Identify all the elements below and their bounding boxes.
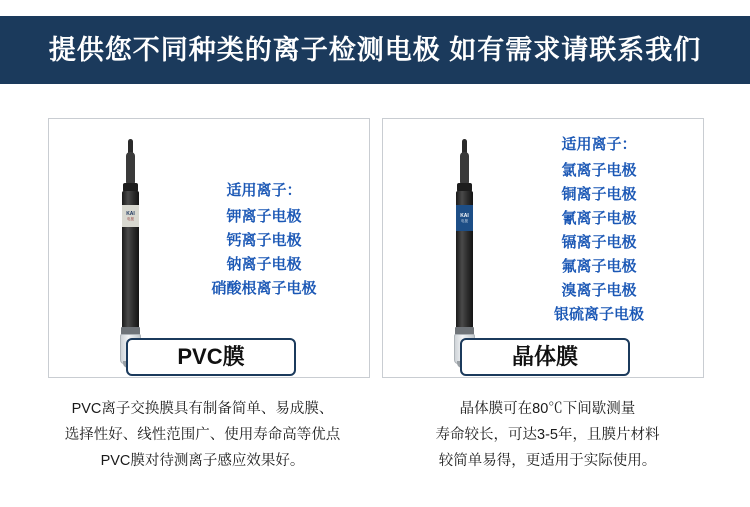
ion-item: 钾离子电极	[226, 208, 302, 225]
description-pvc	[30, 396, 375, 474]
description-line: 较简单易得，更适用于实际使用。	[438, 453, 657, 469]
probe-cable	[460, 152, 469, 186]
ion-item: 银硫离子电极	[553, 306, 644, 323]
probe-brand-sub: 电极	[461, 218, 468, 223]
tab-label: PVC膜	[177, 344, 245, 369]
header-banner	[0, 16, 750, 84]
ion-item: 氯离子电极	[561, 162, 637, 179]
description-line: 寿命较长，可达3-5年，且膜片材料	[435, 427, 660, 443]
description-line: PVC离子交换膜具有制备简单、易成膜、	[71, 401, 334, 417]
probe-cable	[126, 152, 135, 186]
ion-item: 氟离子电极	[561, 258, 637, 275]
tab-pvc-membrane[interactable]	[126, 338, 296, 376]
ion-list-title: 适用离子：	[561, 136, 637, 153]
tabs-container	[48, 338, 704, 376]
ion-item: 钠离子电极	[226, 256, 302, 273]
ion-item: 钙离子电极	[226, 232, 302, 249]
page-title: 提供您不同种类的离子检测电极 如有需求请联系我们	[48, 34, 702, 65]
probe-label-band	[456, 205, 473, 231]
descriptions-container	[30, 396, 720, 474]
description-crystal	[375, 396, 720, 474]
description-line: PVC膜对待测离子感应效果好。	[100, 453, 305, 469]
electrode-probe-icon	[111, 139, 151, 364]
ion-item: 氰离子电极	[561, 210, 637, 227]
ion-list-pvc	[169, 179, 359, 301]
probe-brand-mark: KAI	[126, 210, 135, 217]
ion-item: 溴离子电极	[561, 282, 637, 299]
electrode-probe-icon	[445, 139, 485, 364]
ion-item: 镉离子电极	[561, 234, 637, 251]
probe-label-band	[122, 205, 139, 227]
ion-item: 铜离子电极	[561, 186, 637, 203]
ion-list-title: 适用离子：	[226, 182, 302, 199]
description-line: 选择性好、线性范围广、使用寿命高等优点	[64, 427, 341, 443]
tab-crystal-membrane[interactable]	[460, 338, 630, 376]
ion-list-crystal	[501, 133, 697, 327]
description-line: 晶体膜可在80℃下间歇测量	[459, 401, 636, 417]
ion-item: 硝酸根离子电极	[211, 280, 317, 297]
probe-brand-sub: 电极	[127, 216, 134, 221]
probe-brand-mark: KAI	[460, 212, 469, 219]
tab-label: 晶体膜	[511, 344, 578, 369]
